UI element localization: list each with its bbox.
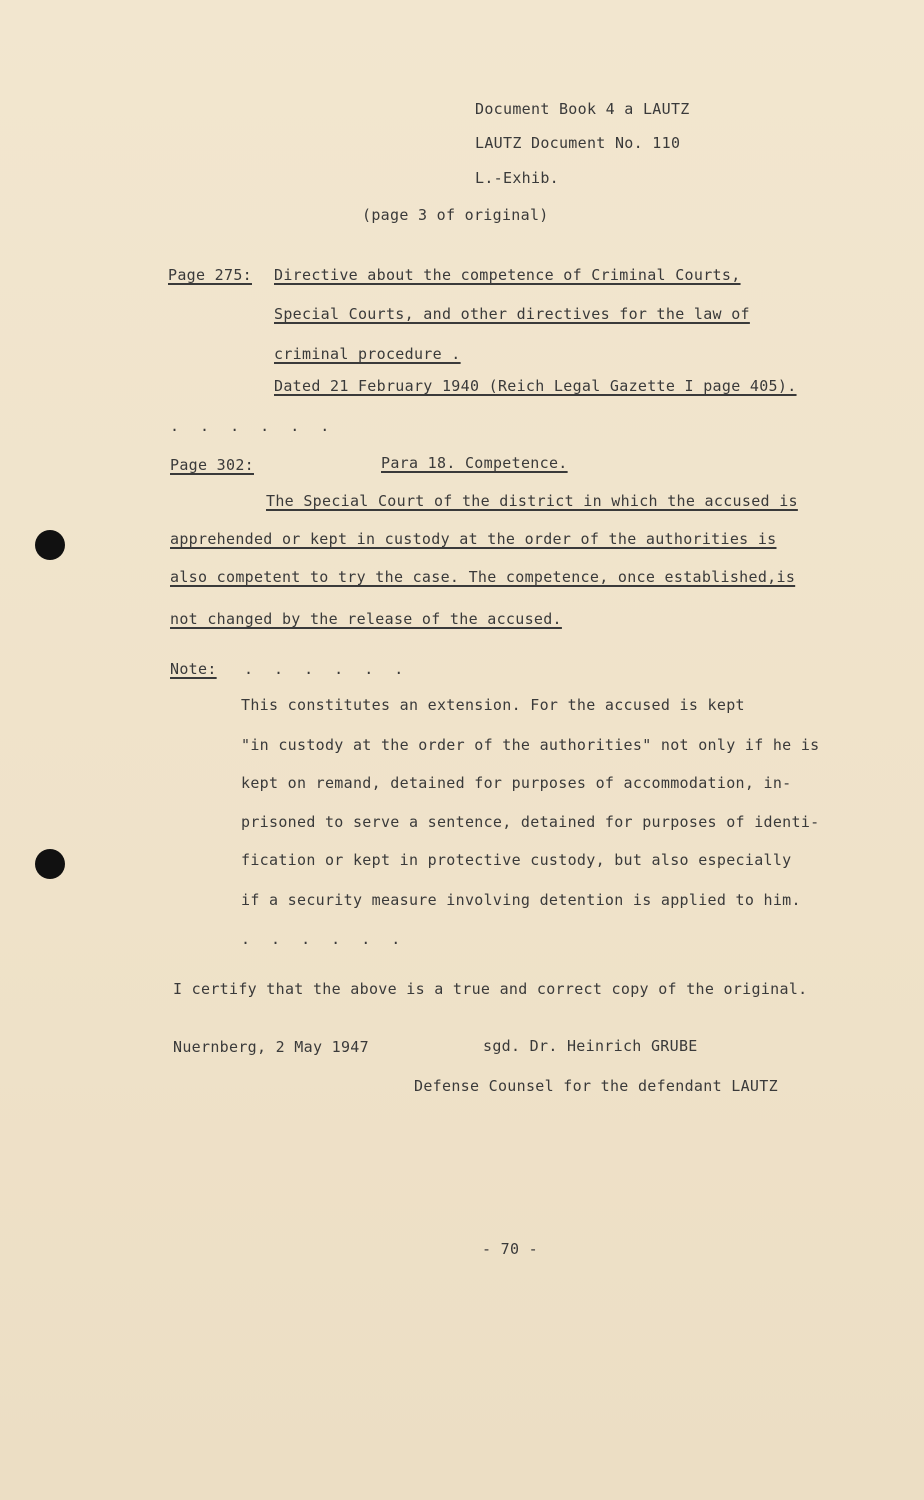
page-reference: (page 3 of original) xyxy=(362,206,549,224)
note-line: kept on remand, detained for purposes of accommodation, in- xyxy=(241,774,792,792)
note-line: if a security measure involving detention is applied to him. xyxy=(241,891,801,909)
section1-line: Special Courts, and other directives for the law of xyxy=(274,305,750,323)
header-book: Document Book 4 a LAUTZ xyxy=(475,100,690,118)
note-end-dots: . . . . . . xyxy=(241,930,407,948)
place-date: Nuernberg, 2 May 1947 xyxy=(173,1038,369,1056)
page-number: - 70 - xyxy=(482,1240,538,1258)
punch-hole-top xyxy=(35,530,65,560)
note-line: This constitutes an extension. For the accused is kept xyxy=(241,696,745,714)
section2-line: not changed by the release of the accused. xyxy=(170,610,562,628)
section1-line: Dated 21 February 1940 (Reich Legal Gazette I page 405). xyxy=(274,377,797,395)
header-document-number: LAUTZ Document No. 110 xyxy=(475,134,681,152)
note-line: prisoned to serve a sentence, detained for purposes of identi- xyxy=(241,813,820,831)
note-label: Note: xyxy=(170,660,217,678)
ellipsis-separator: . . . . . . xyxy=(170,417,336,435)
note-dots: . . . . . . xyxy=(244,660,410,678)
signature: sgd. Dr. Heinrich GRUBE xyxy=(483,1037,698,1055)
section1-line: criminal procedure . xyxy=(274,345,461,363)
section2-line: apprehended or kept in custody at the order of the authorities is xyxy=(170,530,777,548)
note-line: fication or kept in protective custody, but also especially xyxy=(241,851,792,869)
section1-page-label: Page 275: xyxy=(168,266,252,284)
note-line: "in custody at the order of the authorities" not only if he is xyxy=(241,736,820,754)
section2-page-label: Page 302: xyxy=(170,456,254,474)
para-title: Para 18. Competence. xyxy=(381,454,568,472)
certification-statement: I certify that the above is a true and correct copy of the original. xyxy=(173,980,808,998)
header-exhibit: L.-Exhib. xyxy=(475,169,559,187)
section1-line: Directive about the competence of Criminal Courts, xyxy=(274,266,741,284)
section2-line: also competent to try the case. The competence, once established,is xyxy=(170,568,796,586)
section2-line: The Special Court of the district in which the accused is xyxy=(266,492,798,510)
punch-hole-bottom xyxy=(35,849,65,879)
signer-role: Defense Counsel for the defendant LAUTZ xyxy=(414,1077,778,1095)
